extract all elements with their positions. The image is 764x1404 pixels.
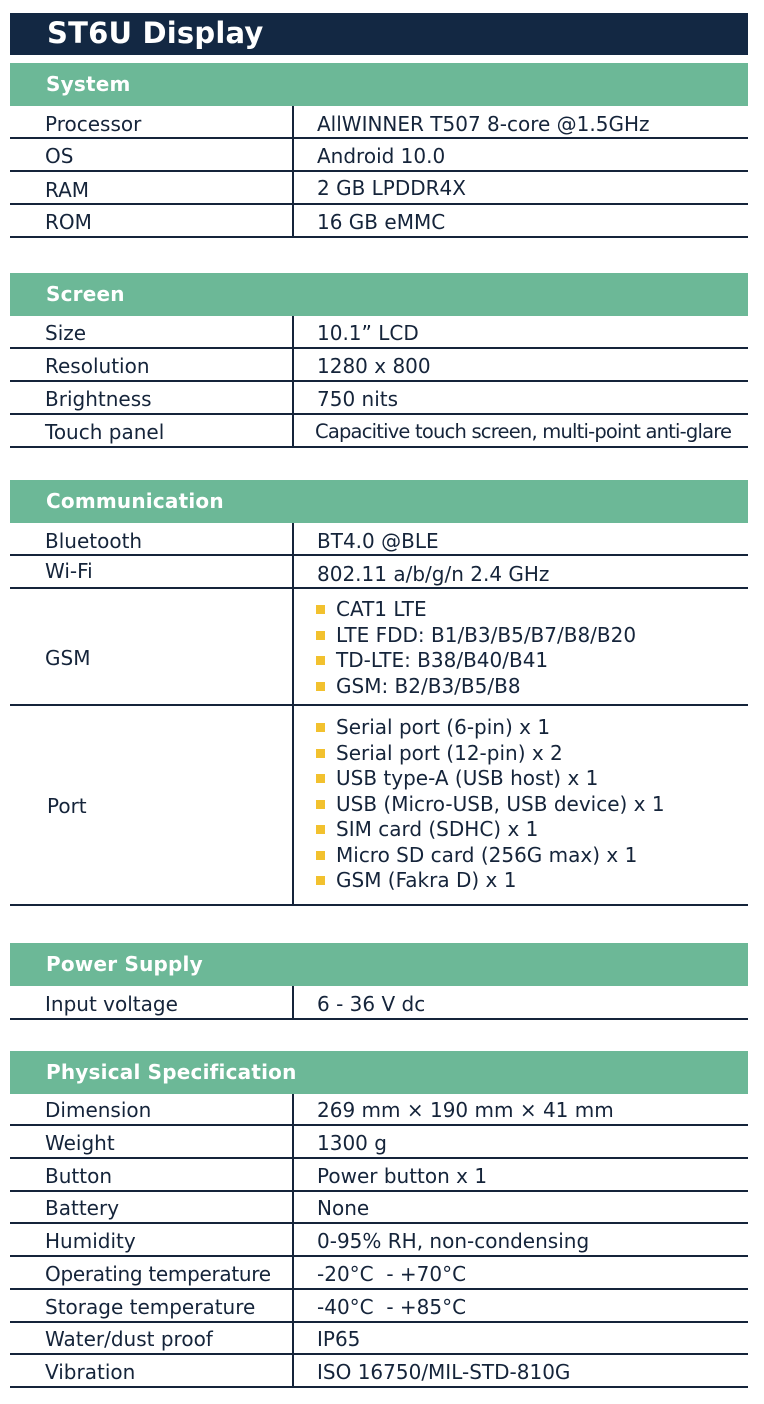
spec-row-size [10,316,748,349]
spec-label: Operating temperature [45,1262,271,1286]
spec-value: -40°C - +85°C [317,1295,467,1319]
spec-row-wifi [10,556,748,589]
bullet-square-icon [316,749,325,758]
spec-row-brightness [10,382,748,415]
spec-label: Size [45,321,87,345]
spec-label: Wi-Fi [45,559,93,583]
spec-row-operating-temperature [10,1257,748,1290]
spec-label: Bluetooth [45,529,143,553]
section-power-supply [10,943,748,1020]
gsm-band-list [315,597,636,699]
bullet-square-icon [316,723,325,732]
spec-row-storage-temperature [10,1290,748,1323]
bullet-square-icon [316,656,325,665]
spec-row-dimension [10,1094,748,1126]
spec-label: ROM [45,210,92,234]
spec-row-input-voltage [10,986,748,1020]
spec-value: IP65 [317,1327,361,1351]
section-screen [10,273,748,448]
spec-value: -20°C - +70°C [317,1262,467,1286]
spec-label: Storage temperature [45,1295,256,1319]
spec-value: None [317,1196,370,1220]
list-item [315,741,665,767]
spec-row-resolution [10,349,748,382]
page-title: ST6U Display [47,16,264,50]
bullet-square-icon [316,825,325,834]
spec-value: 6 - 36 V dc [317,992,426,1016]
section-title: Power Supply [46,952,203,976]
list-item-text: SIM card (SDHC) x 1 [336,817,539,841]
list-item [315,817,665,843]
spec-row-processor [10,106,748,139]
spec-value: 802.11 a/b/g/n 2.4 GHz [317,562,550,586]
spec-value: 0-95% RH, non-condensing [317,1229,590,1253]
list-item [315,597,636,623]
bullet-square-icon [316,682,325,691]
bullet-square-icon [316,774,325,783]
section-header [10,480,748,523]
list-item-text: CAT1 LTE [336,597,427,621]
spec-row-port [10,706,748,906]
spec-value: 16 GB eMMC [317,210,446,234]
spec-label: Port [47,794,87,818]
list-item [315,623,636,649]
bullet-square-icon [316,800,325,809]
spec-label: Weight [45,1131,115,1155]
list-item-text: GSM (Fakra D) x 1 [336,868,517,892]
spec-value: 10.1” LCD [317,321,419,345]
list-item-text: TD-LTE: B38/B40/B41 [336,648,549,672]
section-header [10,63,748,106]
spec-value: BT4.0 @BLE [317,529,439,553]
port-list [315,715,665,894]
section-system [10,63,748,238]
section-title: Communication [46,489,224,513]
section-header [10,1051,748,1094]
spec-label: GSM [45,646,91,670]
spec-row-touch-panel [10,415,748,448]
spec-row-battery [10,1192,748,1224]
bullet-square-icon [316,851,325,860]
spec-label: Processor [45,112,142,136]
list-item [315,792,665,818]
spec-row-vibration [10,1355,748,1388]
spec-row-rom [10,205,748,238]
spec-value: ISO 16750/MIL-STD-810G [317,1360,571,1384]
list-item [315,766,665,792]
list-item [315,715,665,741]
section-header [10,273,748,316]
spec-label: Touch panel [45,420,165,444]
spec-value: AllWINNER T507 8-core @1.5GHz [317,112,650,136]
section-physical-specification [10,1051,748,1388]
spec-label: Humidity [45,1229,136,1253]
spec-label: Vibration [45,1360,136,1384]
spec-label: Water/dust proof [45,1327,213,1351]
list-item [315,868,665,894]
spec-label: Battery [45,1196,120,1220]
section-communication [10,480,748,906]
spec-value: 1300 g [317,1131,387,1155]
spec-value: Capacitive touch screen, multi-point anti-glare [315,420,732,443]
spec-value: 1280 x 800 [317,354,431,378]
spec-row-bluetooth [10,523,748,556]
list-item-text: Serial port (12-pin) x 2 [336,740,563,765]
section-title: Screen [46,282,125,306]
spec-row-gsm [10,589,748,706]
spec-value: Android 10.0 [317,144,446,168]
title-bar [10,13,748,55]
list-item [315,843,665,869]
list-item-text: Micro SD card (256G max) x 1 [336,842,638,867]
bullet-square-icon [316,876,325,885]
spec-row-water-dust-proof [10,1323,748,1355]
list-item-text: LTE FDD: B1/B3/B5/B7/B8/B20 [336,622,637,647]
spec-label: RAM [45,178,90,202]
spec-label: Input voltage [45,992,178,1016]
spec-label: Resolution [45,354,150,378]
list-item-text: USB type-A (USB host) x 1 [336,766,599,790]
spec-value: 2 GB LPDDR4X [317,176,466,200]
spec-row-ram [10,172,748,205]
spec-label: Button [45,1164,112,1188]
section-header [10,943,748,986]
spec-value: 269 mm × 190 mm × 41 mm [317,1098,614,1122]
bullet-square-icon [316,631,325,640]
section-title: Physical Specification [46,1060,297,1084]
list-item-text: Serial port (6-pin) x 1 [336,715,551,739]
spec-row-humidity [10,1224,748,1257]
spec-label: Dimension [45,1098,152,1122]
spec-row-button [10,1159,748,1192]
spec-value: Power button x 1 [317,1164,488,1188]
list-item [315,648,636,674]
list-item-text: GSM: B2/B3/B5/B8 [336,673,521,698]
spec-value: 750 nits [317,387,399,411]
spec-label: OS [45,144,74,168]
list-item-text: USB (Micro-USB, USB device) x 1 [336,791,665,816]
section-title: System [46,72,131,96]
spec-label: Brightness [45,387,152,411]
spec-row-os [10,139,748,172]
bullet-square-icon [316,605,325,614]
spec-row-weight [10,1126,748,1159]
list-item [315,674,636,700]
